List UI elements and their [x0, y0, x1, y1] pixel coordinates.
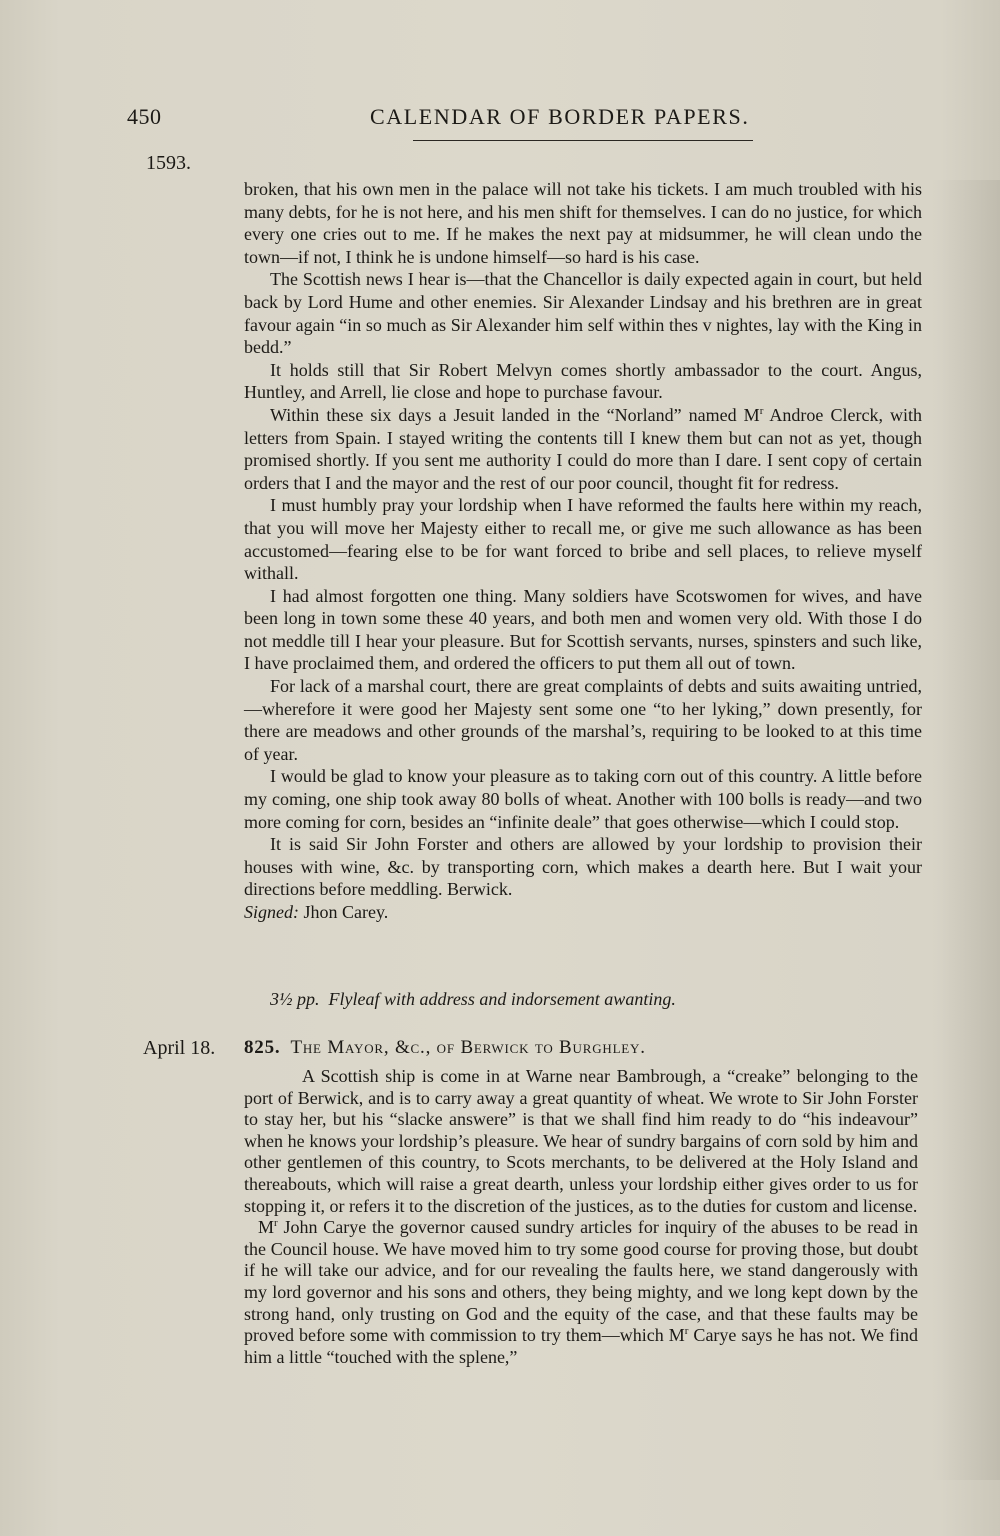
paragraph	[244, 1217, 918, 1368]
signed-name: Jhon Carey.	[298, 902, 389, 922]
paragraph-text: Carye says he has not. We find him a little “touched with the splene,”	[244, 1325, 918, 1367]
entry-number: 825.	[244, 1037, 281, 1058]
entry-title: The Mayor, &c., of Berwick to Burghley.	[290, 1037, 646, 1058]
paragraph: The Scottish news I hear is—that the Chancellor is daily expected again in court, but held back by Lord Hume and other enemies. Sir Alexander Lindsay and his brethren are in great favour again “in so much as Sir Alexander him self within thes v nightes, lay with the King in bedd.”	[244, 269, 922, 358]
header-rule	[413, 140, 753, 141]
entry-825-text	[244, 1066, 918, 1368]
superscript: r	[684, 1325, 689, 1338]
paragraph: It holds still that Sir Robert Melvyn comes shortly ambassador to the court. Angus, Huntley, and Arrell, lie close and hope to purchase favour.	[244, 359, 922, 403]
paragraph: A Scottish ship is come in at Warne near Bambrough, a “creake” belonging to the port of Berwick, and is to carry away a great quantity of wheat. We wrote to Sir John Forster to stay her, but his “slacke answere” is that we shall find him ready to do “his indeavour” when he knows your lordship’s pleasure. We hear of sundry bargains of corn sold by him and other gentlemen of this country, to Scots merchants, to be delivered at the Holy Island and thereabouts, which will raise a great dearth, unless your lordship either gives order to us for stopping it, or refers it to the discretion of the justices, as to the duties for custom and license.	[244, 1066, 918, 1216]
paragraph-text: Within these six days a Jesuit landed in the “Norland” named M	[270, 404, 760, 425]
paragraph-text: Androe Clerck, with letters from Spain. I stayed writing the contents till I knew them but can not as yet, though promised shortly. If you sent me authority I could do more than I dare. I sent copy of certain orders that I and the mayor and the rest of our poor council, thought fit for redress.	[244, 404, 922, 493]
superscript: r	[759, 404, 764, 417]
paragraph: broken, that his own men in the palace will not take his tickets. I am much troubled with his many debts, for he is not here, and his men shift for themselves. I can do no justice, for which every one cries out to me. If he makes the next pay at midsummer, he will clean undo the town—if not, I think he is undone himself—so hard is his case.	[244, 179, 922, 267]
page-edge-shadow	[930, 180, 1000, 1480]
signed-label: Signed:	[244, 902, 299, 922]
paragraph: I would be glad to know your pleasure as to taking corn out of this country. A little before my coming, one ship took away 80 bolls of wheat. Another with 100 bolls is ready—and two more coming for corn, besides an “infinite deale” that goes otherwise—which I could stop.	[244, 766, 922, 832]
note-text: Flyleaf with address and indorsement awanting.	[328, 989, 676, 1009]
page-header	[0, 100, 1000, 136]
paragraph: I had almost forgotten one thing. Many soldiers have Scotswomen for wives, and have been long in town some these 40 years, and both men and women very old. With those I do not meddle till I hear your pleasure. But for Scottish servants, nurses, spinsters and such like, I have proclaimed them, and ordered the officers to put them all out of town.	[244, 585, 922, 674]
page-number: 450	[127, 104, 162, 129]
page-count: 3½ pp.	[270, 989, 320, 1009]
paragraph-text: John Carye the governor caused sundry articles for inquiry of the abuses to be read in the Council house. We have moved him to try some good course for proving those, but doubt if he will take our advice, and for our revealing the faults here, we stand dangerously with my lord governor and his sons and others, they being mighty, and we long kept down by the strong hand, only trusting on God and the equity of the case, and that these faults may be proved before some with commission to try them—which M	[244, 1217, 918, 1346]
superscript: r	[274, 1217, 278, 1230]
document-note	[270, 989, 676, 1010]
paragraph	[244, 404, 922, 494]
paragraph: For lack of a marshal court, there are great complaints of debts and suits awaiting untried,—wherefore it were good her Majesty sent some one “to her lyking,” down presently, for there are meadows and other grounds of the marshal’s, requiring to be looked to at this time of year.	[244, 676, 922, 764]
continued-letter-text	[244, 178, 922, 924]
year-margin-label: 1593.	[146, 152, 191, 174]
paragraph: It is said Sir John Forster and others are allowed by your lordship to provision their houses with wine, &c. by transporting corn, which makes a dearth here. But I wait your directions before meddling. Berwick.	[244, 834, 922, 900]
entry-date: April 18.	[143, 1037, 216, 1059]
signature-line	[244, 901, 922, 924]
entry-heading	[244, 1037, 646, 1059]
paragraph: I must humbly pray your lordship when I have reformed the faults here within my reach, that you will move her Majesty either to recall me, or give me such allowance as has been accustomed—fearing else to be for want forced to bribe and sell places, to relieve myself withall.	[244, 495, 922, 584]
running-title: CALENDAR OF BORDER PAPERS.	[370, 104, 750, 129]
paragraph-text: M	[258, 1217, 275, 1238]
